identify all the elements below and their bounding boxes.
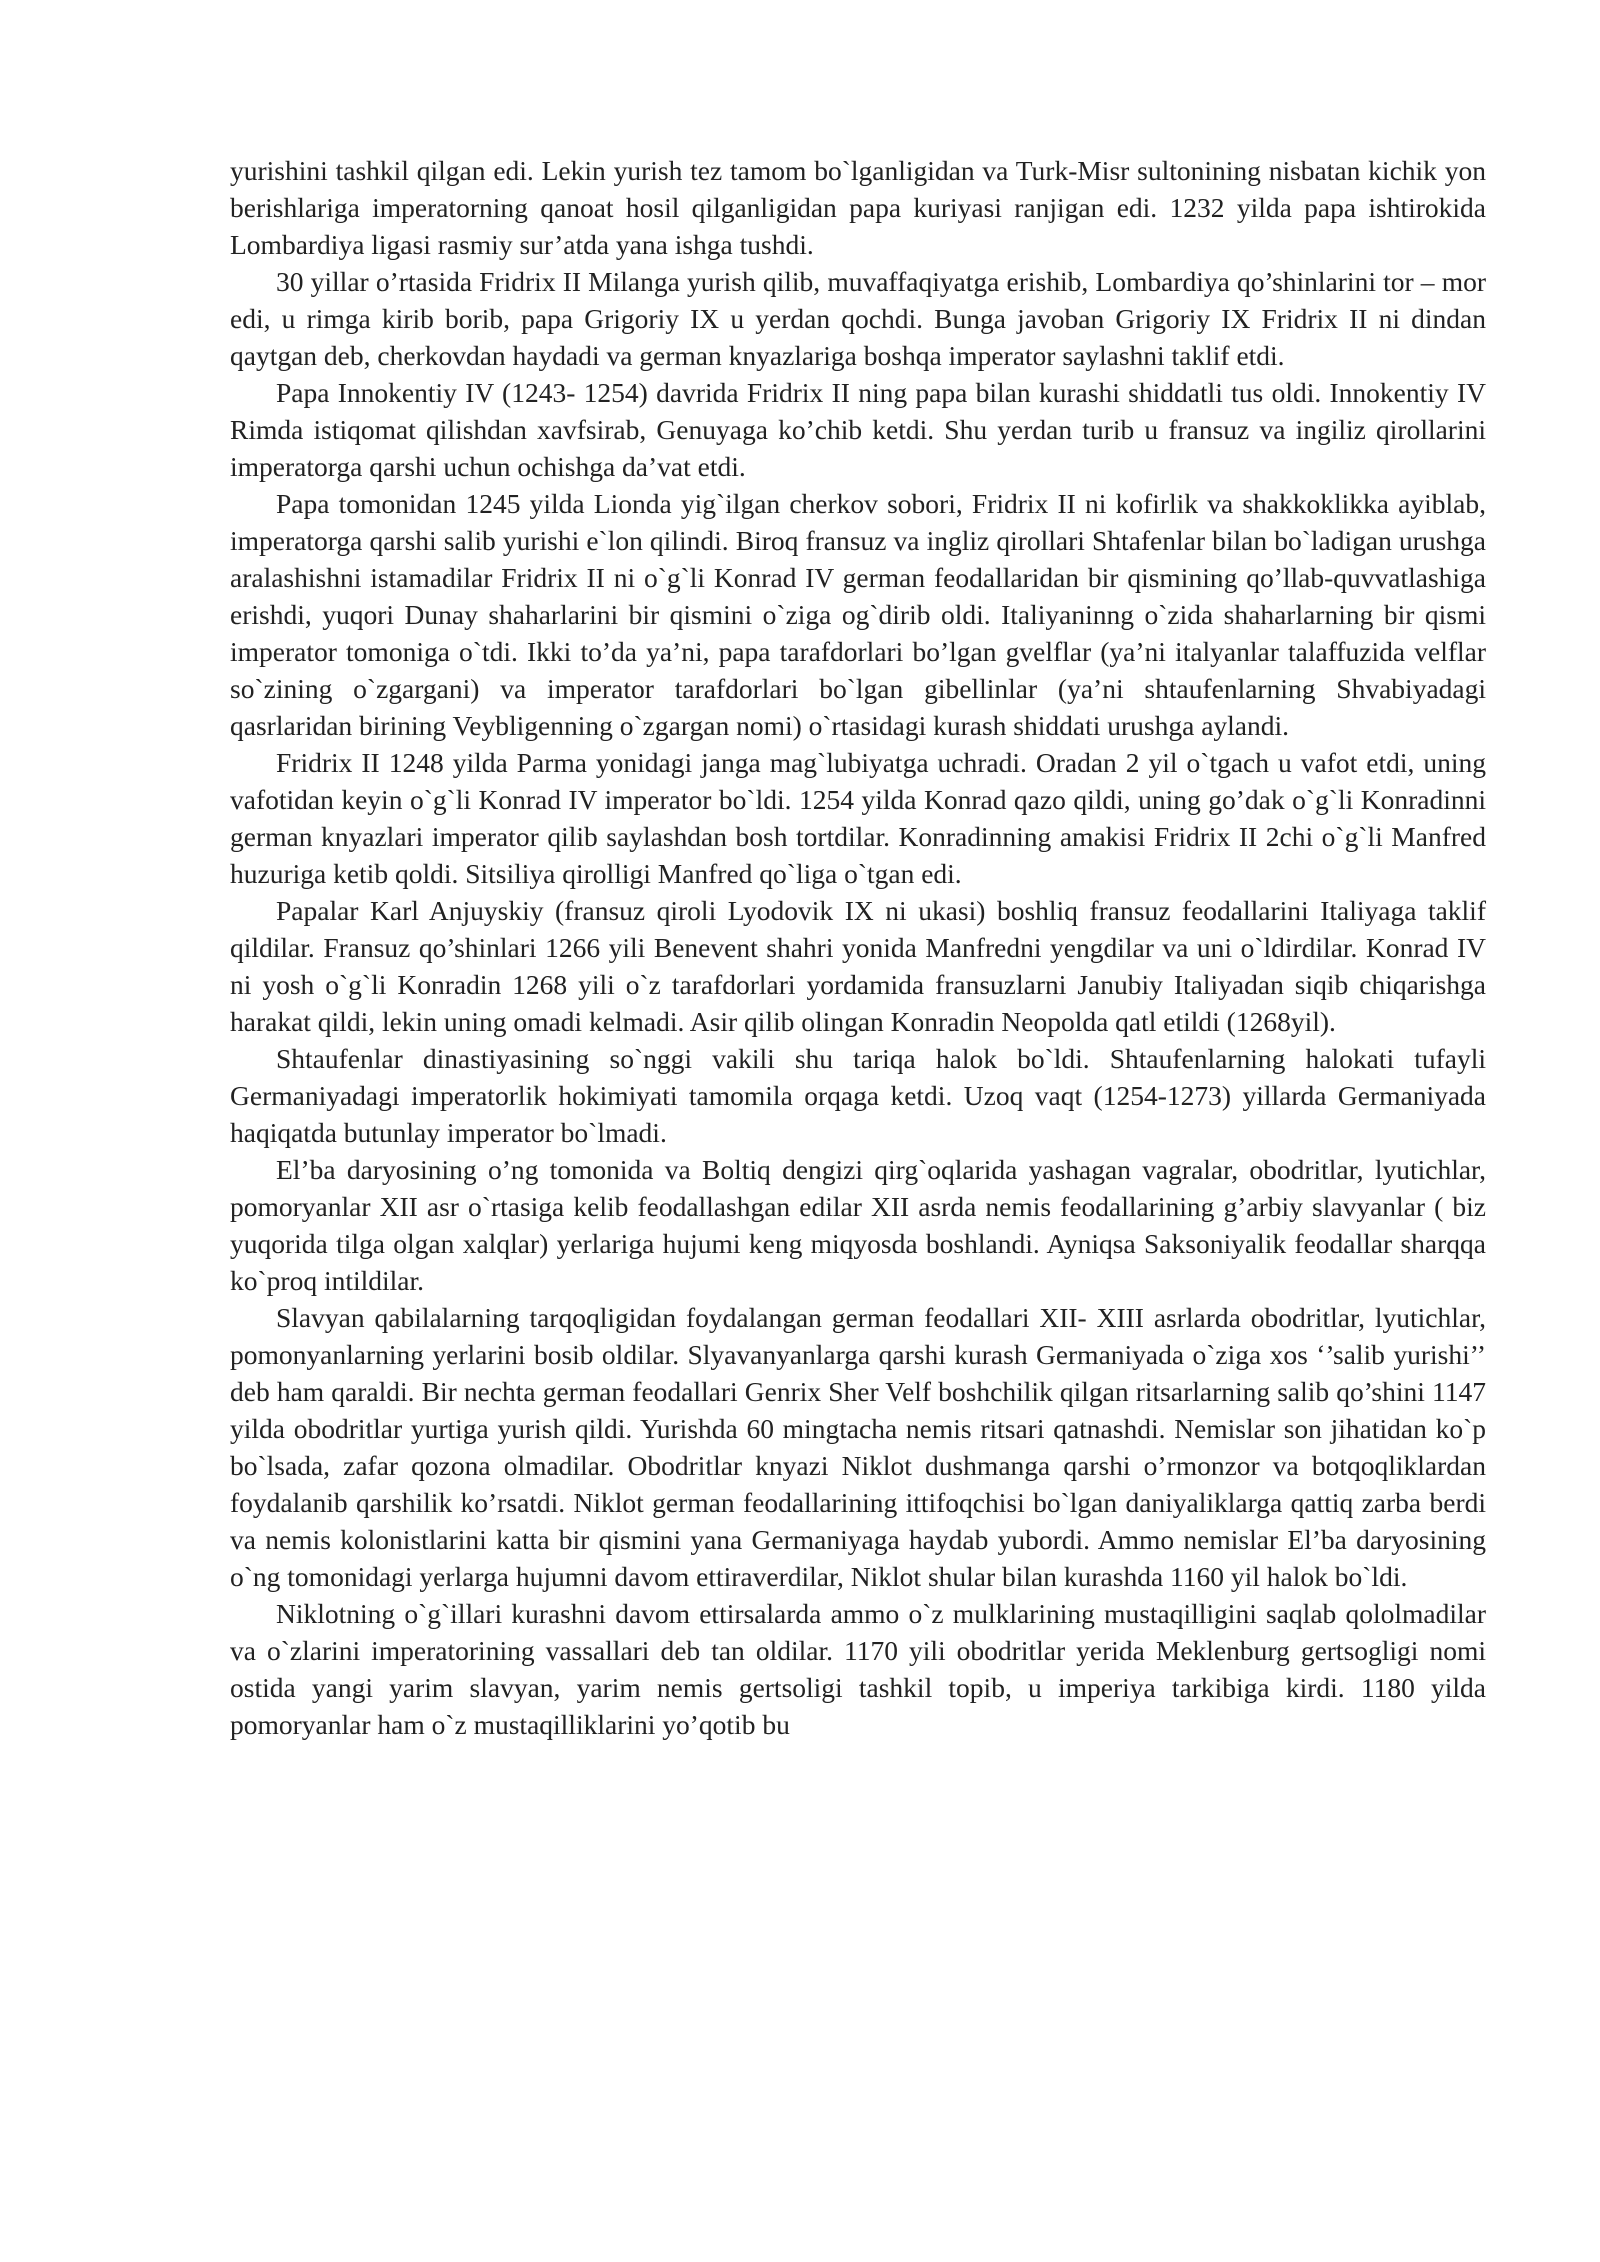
paragraph-6: Papalar Karl Anjuyskiy (fransuz qiroli Lyodovik IX ni ukasi) boshliq fransuz feodallarini Italiyaga taklif qildilar. Fransuz qo’shinlari 1266 yili Benevent shahri yonida Manfredni yengdilar va uni o`ldirdilar. Konrad IV ni yosh o`g`li Konradin 1268 yili o`z tarafdorlari yordamida fransuzlarni Janubiy Italiyadan siqib chiqarishga harakat qildi, lekin uning omadi kelmadi. Asir qilib olingan Konradin Neopolda qatl etildi (1268yil). <box>230 895 1486 1037</box>
paragraph-8: El’ba daryosining o’ng tomonida va Boltiq dengizi qirg`oqlarida yashagan vagralar, obodritlar, lyutichlar, pomoryanlar XII asr o`rtasiga kelib feodallashgan edilar XII asrda nemis feodallarining g’arbiy slavyanlar ( biz yuqorida tilga olgan xalqlar) yerlariga hujumi keng miqyosda boshlandi. Ayniqsa Saksoniyalik feodallar sharqqa ko`proq intildilar. <box>230 1154 1486 1296</box>
body-text <box>230 152 1486 1743</box>
paragraph-2: 30 yillar o’rtasida Fridrix II Milanga yurish qilib, muvaffaqiyatga erishib, Lombardiya qo’shinlarini tor – mor edi, u rimga kirib borib, papa Grigoriy IX u yerdan qochdi. Bunga javoban Grigoriy IX Fridrix II ni dindan qaytgan deb, cherkovdan haydadi va german knyazlariga boshqa imperator saylashni taklif etdi. <box>230 266 1486 371</box>
paragraph-9: Slavyan qabilalarning tarqoqligidan foydalangan german feodallari XII- XIII asrlarda obodritlar, lyutichlar, pomonyanlarning yerlarini bosib oldilar. Slyavanyanlarga qarshi kurash Germaniyada o`ziga xos ‘’salib yurishi’’ deb ham qaraldi. Bir nechta german feodallari Genrix Sher Velf boshchilik qilgan ritsarlarning salib qo’shini 1147 yilda obodritlar yurtiga yurish qildi. Yurishda 60 mingtacha nemis ritsari qatnashdi. Nemislar son jihatidan ko`p bo`lsada, zafar qozona olmadilar. Obodritlar knyazi Niklot dushmanga qarshi o’rmonzor va botqoqliklardan foydalanib qarshilik ko’rsatdi. Niklot german feodallarining ittifoqchisi bo`lgan daniyaliklarga qattiq zarba berdi va nemis kolonistlarini katta bir qismini yana Germaniyaga haydab yubordi. Ammo nemislar El’ba daryosining o`ng tomonidagi yerlarga hujumni davom ettiraverdilar, Niklot shular bilan kurashda 1160 yil halok bo`ldi. <box>230 1302 1486 1592</box>
paragraph-10: Niklotning o`g`illari kurashni davom ettirsalarda ammo o`z mulklarining mustaqilligini saqlab qololmadilar va o`zlarini imperatorining vassallari deb tan oldilar. 1170 yili obodritlar yerida Meklenburg gertsogligi nomi ostida yangi yarim slavyan, yarim nemis gertsoligi tashkil topib, u imperiya tarkibiga kirdi. 1180 yilda pomoryanlar ham o`z mustaqilliklarini yo’qotib bu <box>230 1598 1486 1740</box>
paragraph-3: Papa Innokentiy IV (1243- 1254) davrida Fridrix II ning papa bilan kurashi shiddatli tus oldi. Innokentiy IV Rimda istiqomat qilishdan xavfsirab, Genuyaga ko’chib ketdi. Shu yerdan turib u fransuz va ingiliz qirollarini imperatorga qarshi uchun ochishga da’vat etdi. <box>230 377 1486 482</box>
paragraph-4: Papa tomonidan 1245 yilda Lionda yig`ilgan cherkov sobori, Fridrix II ni kofirlik va shakkoklikka ayiblab, imperatorga qarshi salib yurishi e`lon qilindi. Biroq fransuz va ingliz qirollari Shtafenlar bilan bo`ladigan urushga aralashishni istamadilar Fridrix II ni o`g`li Konrad IV german feodallaridan bir qismining qo’llab-quvvatlashiga erishdi, yuqori Dunay shaharlarini bir qismini o`ziga og`dirib oldi. Italiyaninng o`zida shaharlarning bir qismi imperator tomoniga o`tdi. Ikki to’da ya’ni, papa tarafdorlari bo’lgan gvelflar (ya’ni italyanlar talaffuzida velflar so`zining o`zgargani) va imperator tarafdorlari bo`lgan gibellinlar (ya’ni shtaufenlarning Shvabiyadagi qasrlaridan birining Veybligenning o`zgargan nomi) o`rtasidagi kurash shiddati urushga aylandi. <box>230 488 1486 741</box>
paragraph-1: yurishini tashkil qilgan edi. Lekin yurish tez tamom bo`lganligidan va Turk-Misr sultonining nisbatan kichik yon berishlariga imperatorning qanoat hosil qilganligidan papa kuriyasi ranjigan edi. 1232 yilda papa ishtirokida Lombardiya ligasi rasmiy sur’atda yana ishga tushdi. <box>230 155 1486 260</box>
paragraph-7: Shtaufenlar dinastiyasining so`nggi vakili shu tariqa halok bo`ldi. Shtaufenlarning halokati tufayli Germaniyadagi imperatorlik hokimiyati tamomila orqaga ketdi. Uzoq vaqt (1254-1273) yillarda Germaniyada haqiqatda butunlay imperator bo`lmadi. <box>230 1043 1486 1148</box>
paragraph-5: Fridrix II 1248 yilda Parma yonidagi janga mag`lubiyatga uchradi. Oradan 2 yil o`tgach u vafot etdi, uning vafotidan keyin o`g`li Konrad IV imperator bo`ldi. 1254 yilda Konrad qazo qildi, uning go’dak o`g`li Konradinni german knyazlari imperator qilib saylashdan bosh tortdilar. Konradinning amakisi Fridrix II 2chi o`g`li Manfred huzuriga ketib qoldi. Sitsiliya qirolligi Manfred qo`liga o`tgan edi. <box>230 747 1486 889</box>
